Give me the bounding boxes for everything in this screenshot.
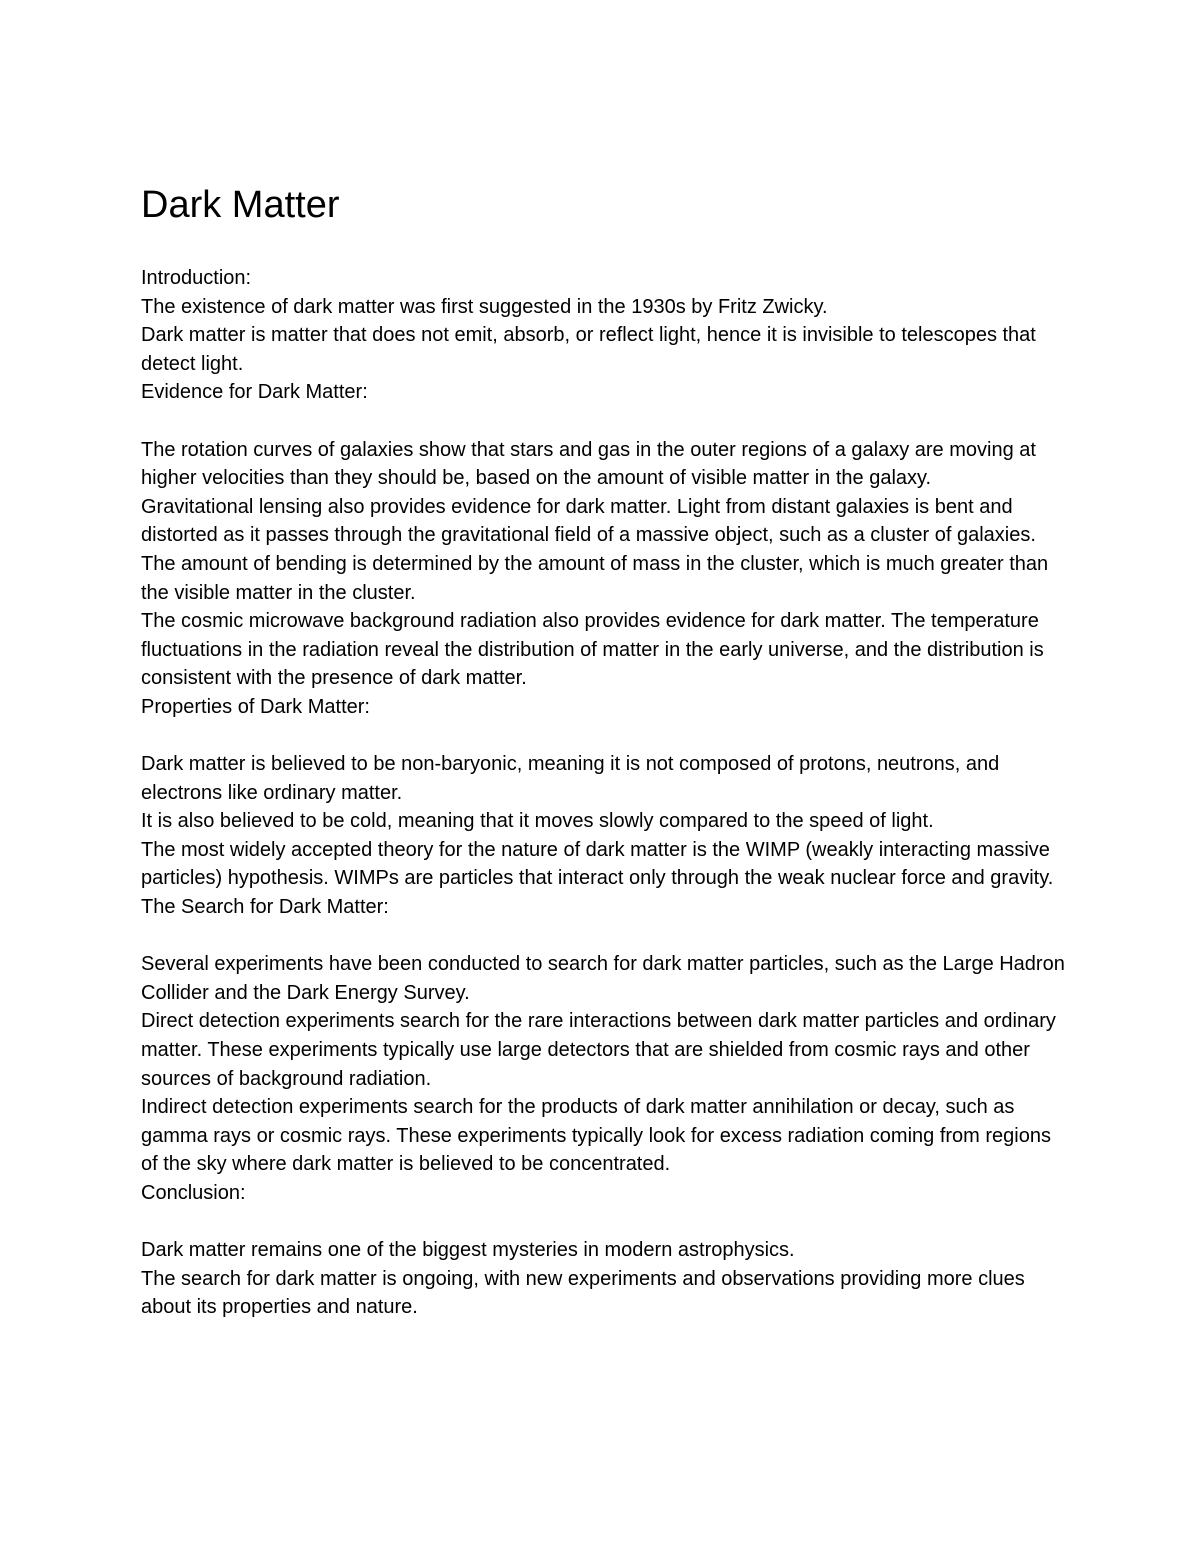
paragraph: Dark matter is matter that does not emit, absorb, or reflect light, hence it is invisible to telescopes that detect light. (141, 324, 1036, 375)
blank-line (141, 407, 1071, 436)
paragraph: The rotation curves of galaxies show that stars and gas in the outer regions of a galaxy are moving at higher velocities than they should be, based on the amount of visible matter in the galaxy. (141, 438, 1036, 490)
paragraph: The search for dark matter is ongoing, with new experiments and observations providing more clues about its properties and nature. (141, 1267, 1025, 1319)
paragraph: Dark matter is believed to be non-baryonic, meaning it is not composed of protons, neutrons, and electrons like ordinary matter. (141, 753, 1000, 804)
document-page (141, 180, 1071, 1322)
paragraph: Dark matter remains one of the biggest mysteries in modern astrophysics. (141, 1239, 795, 1262)
paragraph: The cosmic microwave background radiation also provides evidence for dark matter. The temperature fluctuations in the radiation reveal the distribution of matter in the early universe, and the distribution is consistent with the presence of dark matter. (141, 610, 1044, 690)
blank-line (141, 922, 1071, 951)
paragraph: Several experiments have been conducted to search for dark matter particles, such as the Large Hadron Collider and the Dark Energy Survey. (141, 953, 1065, 1004)
paragraph: Direct detection experiments search for the rare interactions between dark matter particles and ordinary matter. These experiments typically use large detectors that are shielded from cosmic rays and other sources of background radiation. (141, 1010, 1056, 1090)
heading-evidence: Evidence for Dark Matter: (141, 381, 368, 404)
paragraph: The existence of dark matter was first suggested in the 1930s by Fritz Zwicky. (141, 295, 828, 318)
blank-line (141, 722, 1071, 751)
paragraph: The most widely accepted theory for the nature of dark matter is the WIMP (weakly interacting massive particles) hypothesis. WIMPs are particles that interact only through the weak nuclear force and gravity. (141, 838, 1054, 890)
document-title: Dark Matter (141, 184, 340, 226)
heading-introduction: Introduction: (141, 267, 252, 289)
heading-conclusion: Conclusion: (141, 1182, 246, 1204)
blank-line (141, 1208, 1071, 1237)
heading-properties: Properties of Dark Matter: (141, 695, 370, 718)
paragraph: Gravitational lensing also provides evidence for dark matter. Light from distant galaxies is bent and distorted as it passes through the gravitational field of a massive object, such as a cluster of galaxies. The amount of bending is determined by the amount of mass in the cluster, which is much greater than the visible matter in the cluster. (141, 495, 1049, 604)
heading-search: The Search for Dark Matter: (141, 896, 389, 919)
paragraph: Indirect detection experiments search for the products of dark matter annihilation or decay, such as gamma rays or cosmic rays. These experiments typically look for excess radiation coming from regions of the sky where dark matter is believed to be concentrated. (141, 1096, 1051, 1176)
paragraph: It is also believed to be cold, meaning that it moves slowly compared to the speed of light. (141, 810, 934, 833)
